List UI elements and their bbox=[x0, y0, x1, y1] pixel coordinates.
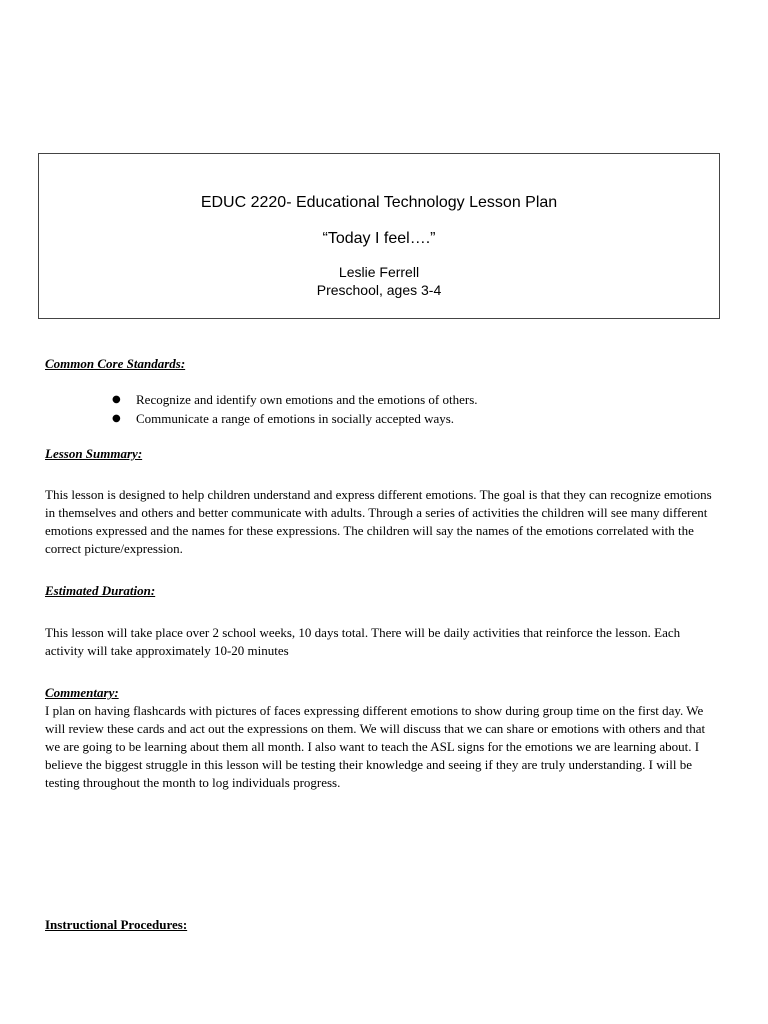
author-name: Leslie Ferrell bbox=[338, 264, 420, 280]
title-box bbox=[38, 153, 720, 319]
lesson-title: “Today I feel….” bbox=[322, 230, 436, 247]
standards-list bbox=[112, 390, 478, 428]
duration-heading: Estimated Duration: bbox=[45, 583, 156, 598]
standards-heading: Common Core Standards: bbox=[45, 356, 186, 371]
document-title: EDUC 2220- Educational Technology Lesson Plan bbox=[200, 194, 558, 211]
commentary-paragraph: I plan on having flashcards with pictures of faces expressing different emotions to show during group time on the first day. We will review these cards and act out the expressions on them. We will discuss that we can share or emotions with others and that we are going to be learning about them all month. I also want to teach the ASL signs for the emotions we are learning about. I believe the biggest struggle in this lesson will be testing their knowledge and seeing if they are truly understanding. I will be testing throughout the month to log individuals progress. bbox=[45, 703, 706, 790]
standard-text: Communicate a range of emotions in socially accepted ways. bbox=[136, 411, 455, 426]
list-item bbox=[112, 390, 478, 409]
summary-heading: Lesson Summary: bbox=[45, 446, 143, 461]
bullet-icon: ● bbox=[112, 394, 121, 405]
list-item bbox=[112, 409, 478, 428]
duration-paragraph: This lesson will take place over 2 school weeks, 10 days total. There will be daily activities that reinforce the lesson. Each activity will take approximately 10-20 minutes bbox=[45, 625, 681, 658]
bullet-icon: ● bbox=[112, 413, 121, 424]
procedures-heading: Instructional Procedures: bbox=[45, 917, 188, 932]
commentary-heading: Commentary: bbox=[45, 685, 119, 700]
grade-level: Preschool, ages 3-4 bbox=[316, 282, 442, 298]
standard-text: Recognize and identify own emotions and the emotions of others. bbox=[136, 392, 478, 407]
summary-paragraph: This lesson is designed to help children understand and express different emotions. The goal is that they can recognize emotions in themselves and others and better communicate with adults. Through a series of activities the children will see many different emotions expressed and the names for these expressions. The children will say the names of the emotions correlated with the correct picture/expression. bbox=[45, 487, 712, 556]
